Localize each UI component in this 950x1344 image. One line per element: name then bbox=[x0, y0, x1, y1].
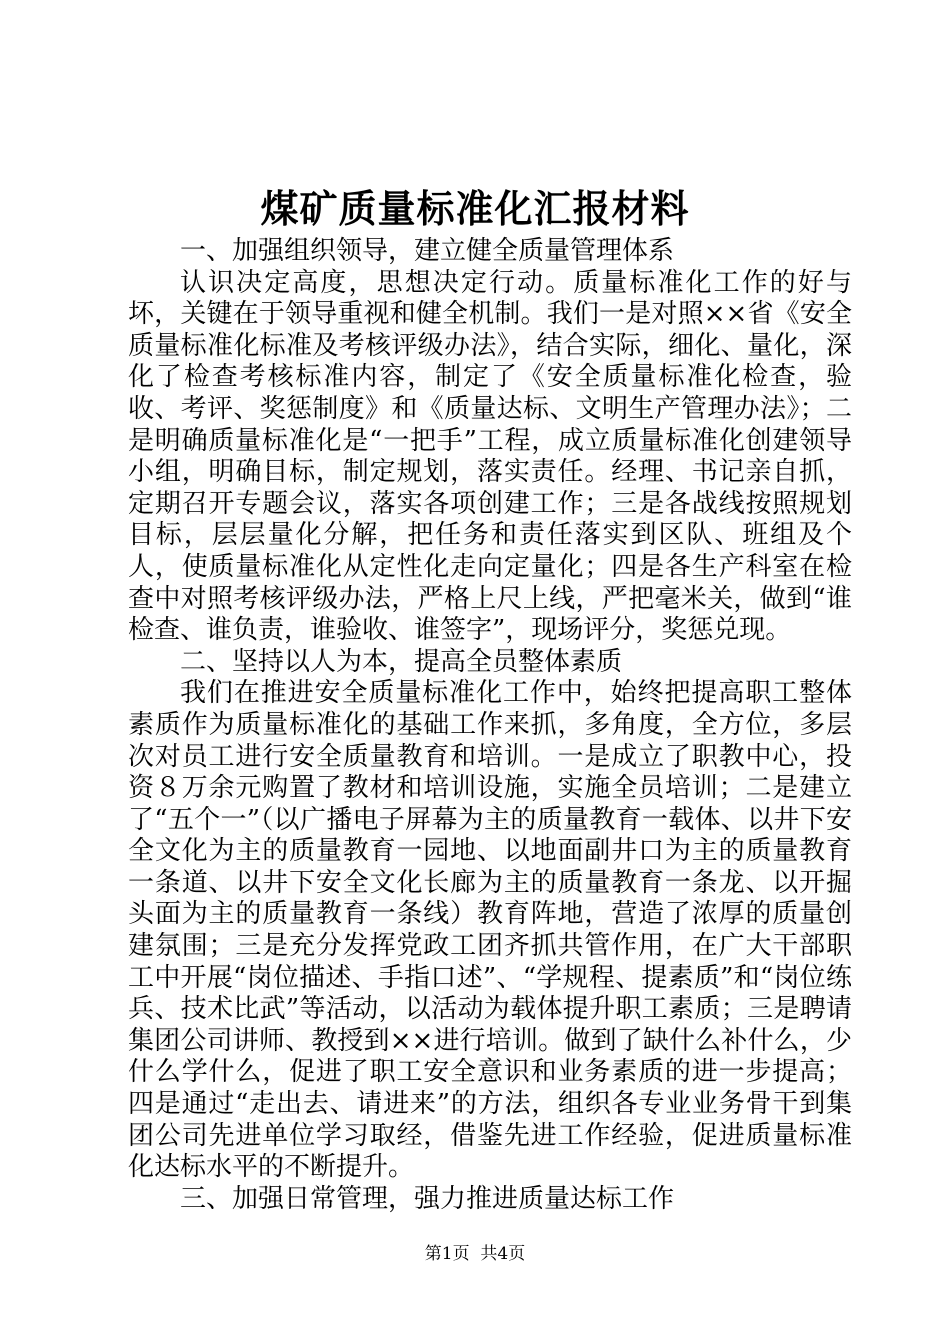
section-heading-2: 二、坚持以人为本，提高全员整体素质 bbox=[180, 646, 623, 677]
page-number: 第1页 bbox=[424, 1244, 470, 1264]
page-footer bbox=[0, 1242, 950, 1266]
paragraph-2: 我们在推进安全质量标准化工作中，始终把提高职工整体素质作为质量标准化的基础工作来抓，多角度，全方位，多层次对员工进行安全质量教育和培训。一是成立了职教中心，投资８万余元购置了教材和培训设施，实施全员培训；二是建立了“五个一”（以广播电子屏幕为主的质量教育一载体、以井下安全文化为主的质量教育一园地、以地面副井口为主的质量教育一条道、以井下安全文化长廊为主的质量教育一条龙、以开掘头面为主的质量教育一条线）教育阵地，营造了浓厚的质量创建氛围；三是充分发挥党政工团齐抓共管作用，在广大干部职工中开展“岗位描述、手指口述”、“学规程、提素质”和“岗位练兵、技术比武”等活动，以活动为载体提升职工素质；三是聘请集团公司讲师、教授到××进行培训。做到了缺什么补什么，少什么学什么，促进了职工安全意识和业务素质的进一步提高；四是通过“走出去、请进来”的方法，组织各专业业务骨干到集团公司先进单位学习取经，借鉴先进工作经验，促进质量标准化达标水平的不断提升。 bbox=[128, 678, 852, 1183]
section-heading-1: 一、加强组织领导，建立健全质量管理体系 bbox=[180, 236, 675, 266]
document-title: 煤矿质量标准化汇报材料 bbox=[260, 186, 690, 231]
section-heading-3: 三、加强日常管理，强力推进质量达标工作 bbox=[180, 1183, 675, 1214]
document-body bbox=[128, 236, 852, 1215]
paragraph-1: 认识决定高度，思想决定行动。质量标准化工作的好与坏，关键在于领导重视和健全机制。我们一是对照××省《安全质量标准化标准及考核评级办法》，结合实际，细化、量化，深化了检查考核标准内容，制定了《安全质量标准化检查，验收、考评、奖惩制度》和《质量达标、文明生产管理办法》；二是明确质量标准化是“一把手”工程，成立质量标准化创建领导小组，明确目标，制定规划，落实责任。经理、书记亲自抓，定期召开专题会议，落实各项创建工作；三是各战线按照规划目标，层层量化分解，把任务和责任落实到区队、班组及个人，使质量标准化从定性化走向定量化；四是各生产科室在检查中对照考核评级办法，严格上尺上线，严把毫米关，做到“谁检查、谁负责，谁验收、谁签字”，现场评分，奖惩兑现。 bbox=[128, 267, 852, 646]
page-total: 共4页 bbox=[480, 1244, 526, 1264]
